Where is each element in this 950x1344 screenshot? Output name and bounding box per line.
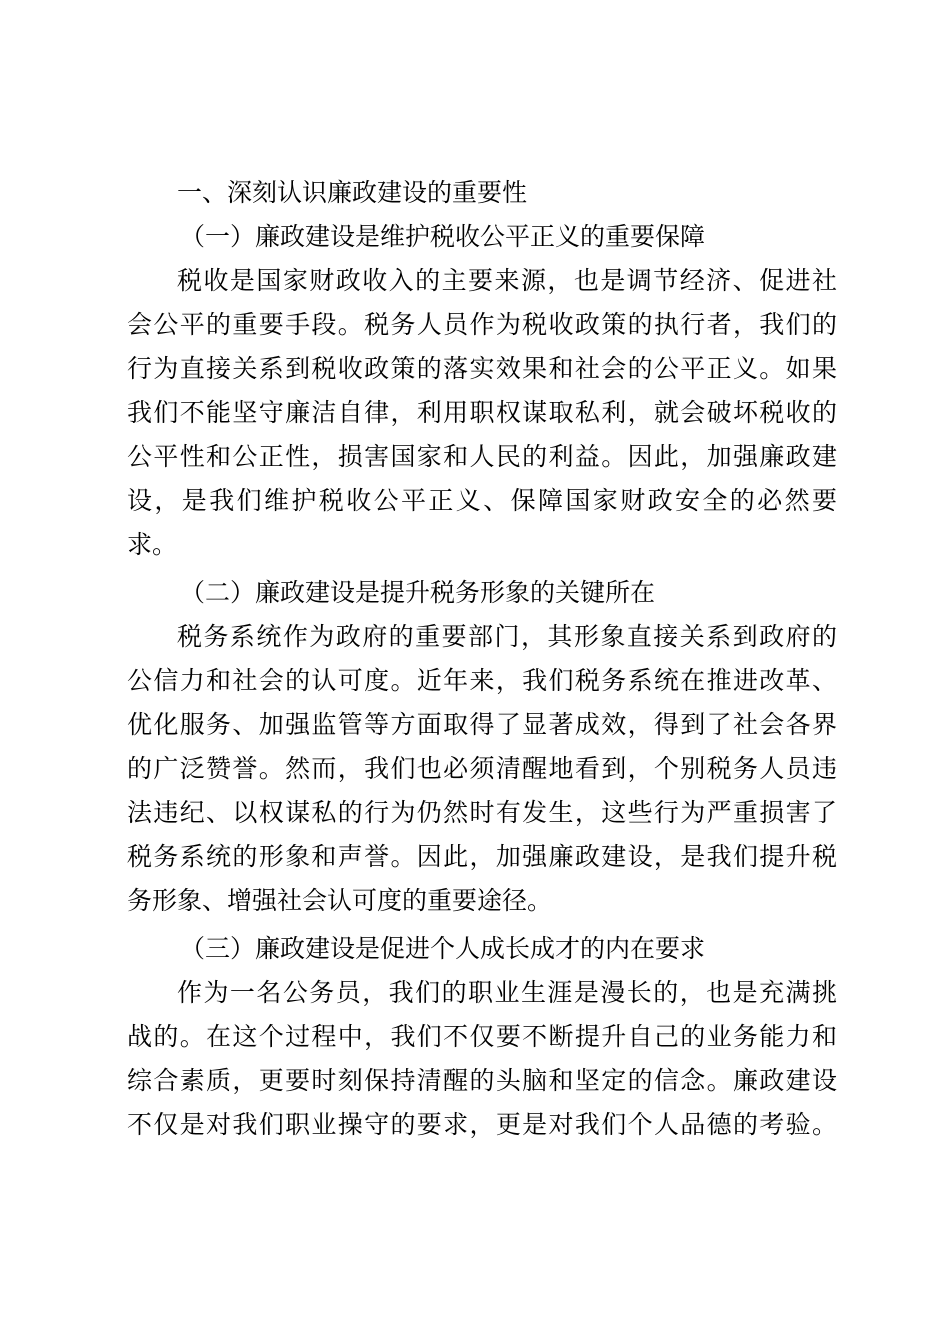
subheading-2: （二）廉政建设是提升税务形象的关键所在 xyxy=(180,578,656,607)
paragraph-2-line-4: 的广泛赞誉。然而，我们也必须清醒地看到，个别税务人员违 xyxy=(127,754,837,783)
paragraph-1-line-5: 公平性和公正性，损害国家和人民的利益。因此，加强廉政建 xyxy=(127,442,837,471)
paragraph-3-line-3: 综合素质，更要时刻保持清醒的头脑和坚定的信念。廉政建设 xyxy=(127,1066,837,1095)
paragraph-3-line-2: 战的。在这个过程中，我们不仅要不断提升自己的业务能力和 xyxy=(127,1022,837,1051)
paragraph-1-line-3: 行为直接关系到税收政策的落实效果和社会的公平正义。如果 xyxy=(127,354,837,383)
paragraph-2-line-2: 公信力和社会的认可度。近年来，我们税务系统在推进改革、 xyxy=(127,666,837,695)
paragraph-2-line-3: 优化服务、加强监管等方面取得了显著成效，得到了社会各界 xyxy=(127,710,837,739)
paragraph-1-line-4: 我们不能坚守廉洁自律，利用职权谋取私利，就会破坏税收的 xyxy=(127,398,837,427)
paragraph-1-line-6: 设，是我们维护税收公平正义、保障国家财政安全的必然要 xyxy=(127,486,837,515)
section-heading: 一、深刻认识廉政建设的重要性 xyxy=(177,178,528,207)
paragraph-1-line-2: 会公平的重要手段。税务人员作为税收政策的执行者，我们的 xyxy=(127,310,837,339)
paragraph-3-line-4: 不仅是对我们职业操守的要求，更是对我们个人品德的考验。 xyxy=(127,1110,837,1139)
paragraph-2-line-7: 务形象、增强社会认可度的重要途径。 xyxy=(127,886,553,915)
paragraph-2-line-5: 法违纪、以权谋私的行为仍然时有发生，这些行为严重损害了 xyxy=(127,798,837,827)
paragraph-2-line-1: 税务系统作为政府的重要部门，其形象直接关系到政府的 xyxy=(177,622,837,651)
paragraph-3-line-1: 作为一名公务员，我们的职业生涯是漫长的，也是充满挑 xyxy=(177,978,837,1007)
paragraph-1-line-1: 税收是国家财政收入的主要来源，也是调节经济、促进社 xyxy=(177,266,837,295)
subheading-3: （三）廉政建设是促进个人成长成才的内在要求 xyxy=(180,934,706,963)
subheading-1: （一）廉政建设是维护税收公平正义的重要保障 xyxy=(180,222,706,251)
paragraph-2-line-6: 税务系统的形象和声誉。因此，加强廉政建设，是我们提升税 xyxy=(127,842,837,871)
paragraph-1-line-7: 求。 xyxy=(127,530,178,559)
